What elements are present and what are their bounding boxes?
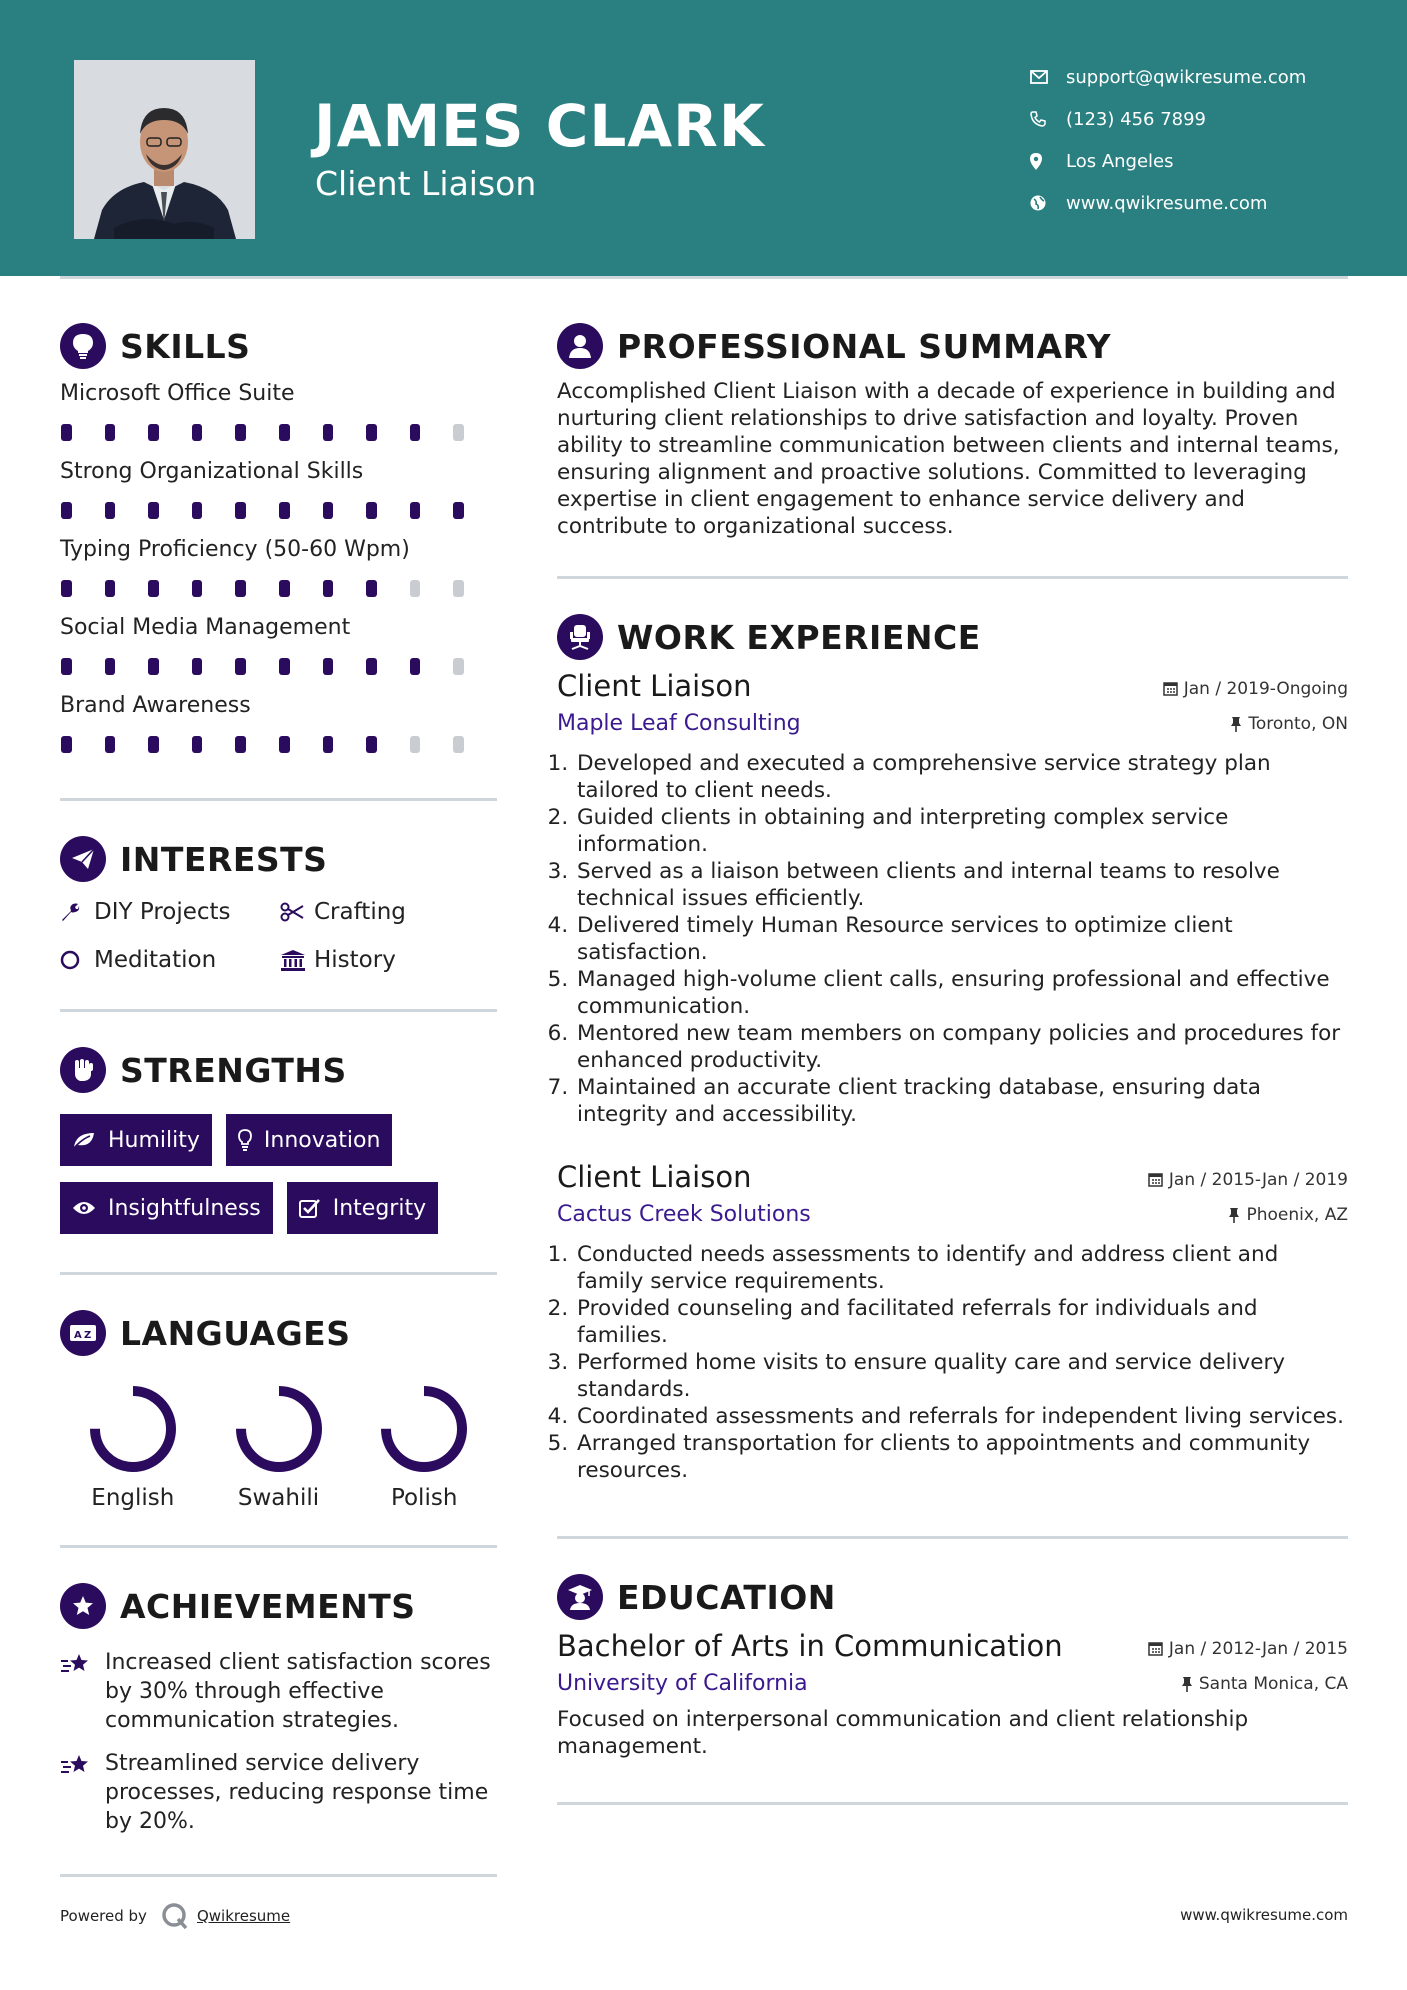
rating-dot-filled (105, 502, 116, 519)
skill-item (60, 532, 497, 608)
qwikresume-logo-icon (161, 1902, 189, 1930)
rating-dot-filled (105, 424, 116, 441)
interest-item: History (280, 945, 480, 975)
rating-dot-filled (235, 658, 246, 675)
section-divider (557, 1802, 1348, 1805)
section-divider (60, 1874, 497, 1877)
education-title: EDUCATION (617, 1577, 836, 1617)
rating-dot-filled (192, 502, 203, 519)
contact-website-text: www.qwikresume.com (1066, 192, 1268, 214)
skill-name: Social Media Management (60, 615, 351, 640)
skill-rating (60, 412, 497, 452)
footer-url[interactable]: www.qwikresume.com (1180, 1906, 1348, 1924)
experience-title: WORK EXPERIENCE (617, 617, 981, 657)
skill-item (60, 454, 497, 530)
candidate-title: Client Liaison (315, 164, 537, 203)
job-bullet: 4. Delivered timely Human Resource services to optimize client satisfaction. (575, 912, 1348, 966)
section-divider (60, 1009, 497, 1012)
rating-dot-filled (61, 502, 72, 519)
rating-dot-filled (192, 580, 203, 597)
rating-dot-filled (235, 580, 246, 597)
wrench-icon (60, 902, 94, 922)
strength-tag: Humility (60, 1114, 212, 1166)
rating-dot-empty (453, 658, 464, 675)
left-column (60, 318, 497, 1877)
section-divider (557, 1536, 1348, 1539)
job-bullet: 3. Performed home visits to ensure quality care and service delivery standards. (575, 1349, 1348, 1403)
rating-dot-filled (453, 502, 464, 519)
languages-title: LANGUAGES (120, 1313, 351, 1353)
rating-dot-filled (323, 658, 334, 675)
rating-dot-filled (323, 580, 334, 597)
rating-dot-filled (235, 424, 246, 441)
office-chair-icon (557, 614, 603, 660)
job-bullet: 5. Arranged transportation for clients to appointments and community resources. (575, 1430, 1348, 1484)
skills-section (60, 318, 497, 764)
rating-dot-filled (61, 736, 72, 753)
summary-title: PROFESSIONAL SUMMARY (617, 326, 1112, 366)
candidate-name: JAMES CLARK (314, 92, 765, 160)
language-level-gauge (376, 1381, 472, 1477)
section-divider (60, 798, 497, 801)
leaf-icon (72, 1131, 96, 1149)
paper-plane-icon (60, 836, 106, 882)
rating-dot-filled (279, 580, 290, 597)
calendar-icon (1148, 1172, 1163, 1187)
powered-by-label: Powered by (60, 1907, 147, 1925)
user-icon (557, 323, 603, 369)
skill-name: Microsoft Office Suite (60, 381, 295, 406)
company-name: Maple Leaf Consulting (557, 711, 801, 736)
rating-dot-filled (61, 658, 72, 675)
rating-dot-empty (410, 736, 421, 753)
summary-text: Accomplished Client Liaison with a decade of experience in building and nurturing client relationships to drive satisfaction and loyalty. Proven ability to streamline communication between clients and internal teams, ensuring alignment and proactive solutions. Committed to leveraging expertise in client engagement to enhance service delivery and contribute to organizational success. (557, 379, 1340, 539)
right-column (557, 318, 1348, 1805)
summary-section (557, 318, 1348, 540)
rating-dot-filled (235, 736, 246, 753)
skill-rating (60, 490, 497, 530)
language-level-arc (241, 1391, 317, 1467)
shooting-star-icon (60, 1749, 105, 1836)
job-bullet: 6. Mentored new team members on company policies and procedures for enhanced productivity. (575, 1020, 1348, 1074)
language-level-arc (95, 1391, 171, 1467)
job-date: Jan / 2015-Jan / 2019 (1148, 1170, 1348, 1190)
contact-website[interactable] (1030, 182, 1306, 224)
skill-item (60, 610, 497, 686)
rating-dot-filled (148, 580, 159, 597)
lightbulb-icon (238, 1129, 252, 1151)
rating-dot-filled (410, 658, 421, 675)
job-bullet: 1. Developed and executed a comprehensive service strategy plan tailored to client needs. (575, 750, 1348, 804)
section-divider (60, 1272, 497, 1275)
interests-section (60, 831, 497, 975)
job-location: Toronto, ON (1230, 714, 1348, 734)
education-description: Focused on interpersonal communication and client relationship management. (557, 1707, 1249, 1759)
job-bullet: 2. Guided clients in obtaining and interpreting complex service information. (575, 804, 1348, 858)
profile-photo (74, 60, 255, 239)
graduate-icon (557, 1574, 603, 1620)
skill-rating (60, 568, 497, 608)
degree-name: Bachelor of Arts in Communication (557, 1629, 1063, 1663)
education-date: Jan / 2012-Jan / 2015 (1148, 1639, 1348, 1659)
job-bullets (557, 750, 1348, 1128)
job-bullet: 2. Provided counseling and facilitated referrals for individuals and families. (575, 1295, 1348, 1349)
strengths-title: STRENGTHS (120, 1050, 347, 1090)
rating-dot-filled (105, 658, 116, 675)
rating-dot-empty (410, 580, 421, 597)
job-bullets (557, 1241, 1348, 1484)
rating-dot-filled (235, 502, 246, 519)
pushpin-icon (1181, 1676, 1193, 1692)
rating-dot-empty (453, 736, 464, 753)
skills-title: SKILLS (120, 326, 251, 366)
language-item (60, 1381, 206, 1511)
skill-name: Strong Organizational Skills (60, 459, 364, 484)
achievement-item: Streamlined service delivery processes, reducing response time by 20%. (60, 1749, 497, 1836)
shooting-star-icon (60, 1648, 105, 1735)
rating-dot-filled (192, 424, 203, 441)
footer-powered-by (60, 1902, 290, 1930)
strength-tag: Innovation (226, 1114, 392, 1166)
job-bullet: 7. Maintained an accurate client tracking database, ensuring data integrity and accessibility. (575, 1074, 1348, 1128)
star-badge-icon (60, 1583, 106, 1629)
language-icon (60, 1310, 106, 1356)
interest-item: DIY Projects (60, 897, 280, 927)
pushpin-icon (1230, 716, 1242, 732)
rating-dot-filled (323, 736, 334, 753)
calendar-icon (1163, 681, 1178, 696)
skill-item (60, 688, 497, 764)
job-title: Client Liaison (557, 1160, 752, 1194)
contact-email-text: support@qwikresume.com (1066, 66, 1307, 88)
scissors-icon (280, 902, 314, 922)
education-section (557, 1569, 1348, 1760)
rating-dot-filled (148, 736, 159, 753)
contact-list (1030, 56, 1306, 224)
rating-dot-filled (366, 502, 377, 519)
calendar-icon (1148, 1641, 1163, 1656)
contact-phone-text: (123) 456 7899 (1066, 108, 1207, 130)
pushpin-icon (1228, 1207, 1240, 1223)
school-name: University of California (557, 1671, 808, 1696)
language-name: Polish (390, 1485, 458, 1511)
job-bullet: 5. Managed high-volume client calls, ensuring professional and effective communication. (575, 966, 1348, 1020)
phone-icon (1030, 111, 1066, 127)
language-name: Swahili (237, 1485, 320, 1511)
language-name: English (91, 1485, 175, 1511)
rating-dot-filled (61, 580, 72, 597)
rating-dot-filled (366, 580, 377, 597)
rating-dot-filled (279, 736, 290, 753)
interest-item: Meditation (60, 945, 280, 975)
job-entry (557, 669, 1348, 1128)
rating-dot-empty (453, 424, 464, 441)
resume-header (0, 0, 1407, 276)
experience-section (557, 609, 1348, 1484)
rating-dot-filled (366, 658, 377, 675)
language-level-arc (386, 1391, 462, 1467)
languages-section (60, 1305, 497, 1511)
job-location: Phoenix, AZ (1228, 1205, 1348, 1225)
interest-item: Crafting (280, 897, 480, 927)
skill-name: Brand Awareness (60, 693, 251, 718)
rating-dot-filled (61, 424, 72, 441)
rating-dot-filled (323, 424, 334, 441)
job-date: Jan / 2019-Ongoing (1163, 679, 1348, 699)
section-divider (557, 576, 1348, 579)
language-level-gauge (231, 1381, 327, 1477)
rating-dot-filled (148, 502, 159, 519)
brand-link[interactable]: Qwikresume (196, 1907, 291, 1925)
skill-name: Typing Proficiency (50-60 Wpm) (60, 537, 410, 562)
achievements-title: ACHIEVEMENTS (120, 1586, 416, 1626)
strength-tag: Insightfulness (60, 1182, 273, 1234)
skill-rating (60, 646, 497, 686)
job-title: Client Liaison (557, 669, 752, 703)
lightbulb-icon (60, 323, 106, 369)
raised-fist-icon (60, 1047, 106, 1093)
language-item (206, 1381, 352, 1511)
interests-title: INTERESTS (120, 839, 328, 879)
rating-dot-filled (366, 424, 377, 441)
rating-dot-filled (323, 502, 334, 519)
skill-item (60, 376, 497, 452)
skill-rating (60, 724, 497, 764)
envelope-icon (1030, 70, 1066, 84)
contact-email[interactable] (1030, 56, 1306, 98)
rating-dot-filled (192, 736, 203, 753)
job-entry (557, 1160, 1348, 1484)
globe-icon (1030, 195, 1066, 211)
strengths-section (60, 1042, 497, 1250)
rating-dot-filled (410, 502, 421, 519)
rating-dot-empty (453, 580, 464, 597)
contact-phone[interactable] (1030, 98, 1306, 140)
education-location: Santa Monica, CA (1181, 1674, 1348, 1694)
job-bullet: 3. Served as a liaison between clients and internal teams to resolve technical issues efficiently. (575, 858, 1348, 912)
svg-text:Z: Z (84, 1330, 92, 1341)
header-divider (60, 276, 1348, 279)
achievement-item: Increased client satisfaction scores by 30% through effective communication strategies. (60, 1648, 497, 1735)
map-pin-icon (1030, 153, 1066, 170)
rating-dot-filled (366, 736, 377, 753)
institution-icon (280, 949, 314, 971)
rating-dot-filled (279, 424, 290, 441)
rating-dot-filled (279, 502, 290, 519)
company-name: Cactus Creek Solutions (557, 1202, 811, 1227)
contact-location-text: Los Angeles (1066, 150, 1174, 172)
rating-dot-filled (192, 658, 203, 675)
rating-dot-filled (105, 580, 116, 597)
job-bullet: 4. Coordinated assessments and referrals for independent living services. (575, 1403, 1348, 1430)
rating-dot-filled (105, 736, 116, 753)
job-bullet: 1. Conducted needs assessments to identify and address client and family service requirements. (575, 1241, 1348, 1295)
check-square-icon (299, 1198, 321, 1218)
strength-tag: Integrity (287, 1182, 438, 1234)
rating-dot-filled (148, 658, 159, 675)
contact-location (1030, 140, 1306, 182)
section-divider (60, 1545, 497, 1548)
rating-dot-filled (148, 424, 159, 441)
language-item (351, 1381, 497, 1511)
language-level-gauge (85, 1381, 181, 1477)
eye-icon (72, 1200, 96, 1216)
svg-text:A: A (74, 1330, 82, 1341)
rating-dot-filled (410, 424, 421, 441)
achievements-section (60, 1578, 497, 1836)
circle-icon (60, 950, 94, 970)
rating-dot-filled (279, 658, 290, 675)
